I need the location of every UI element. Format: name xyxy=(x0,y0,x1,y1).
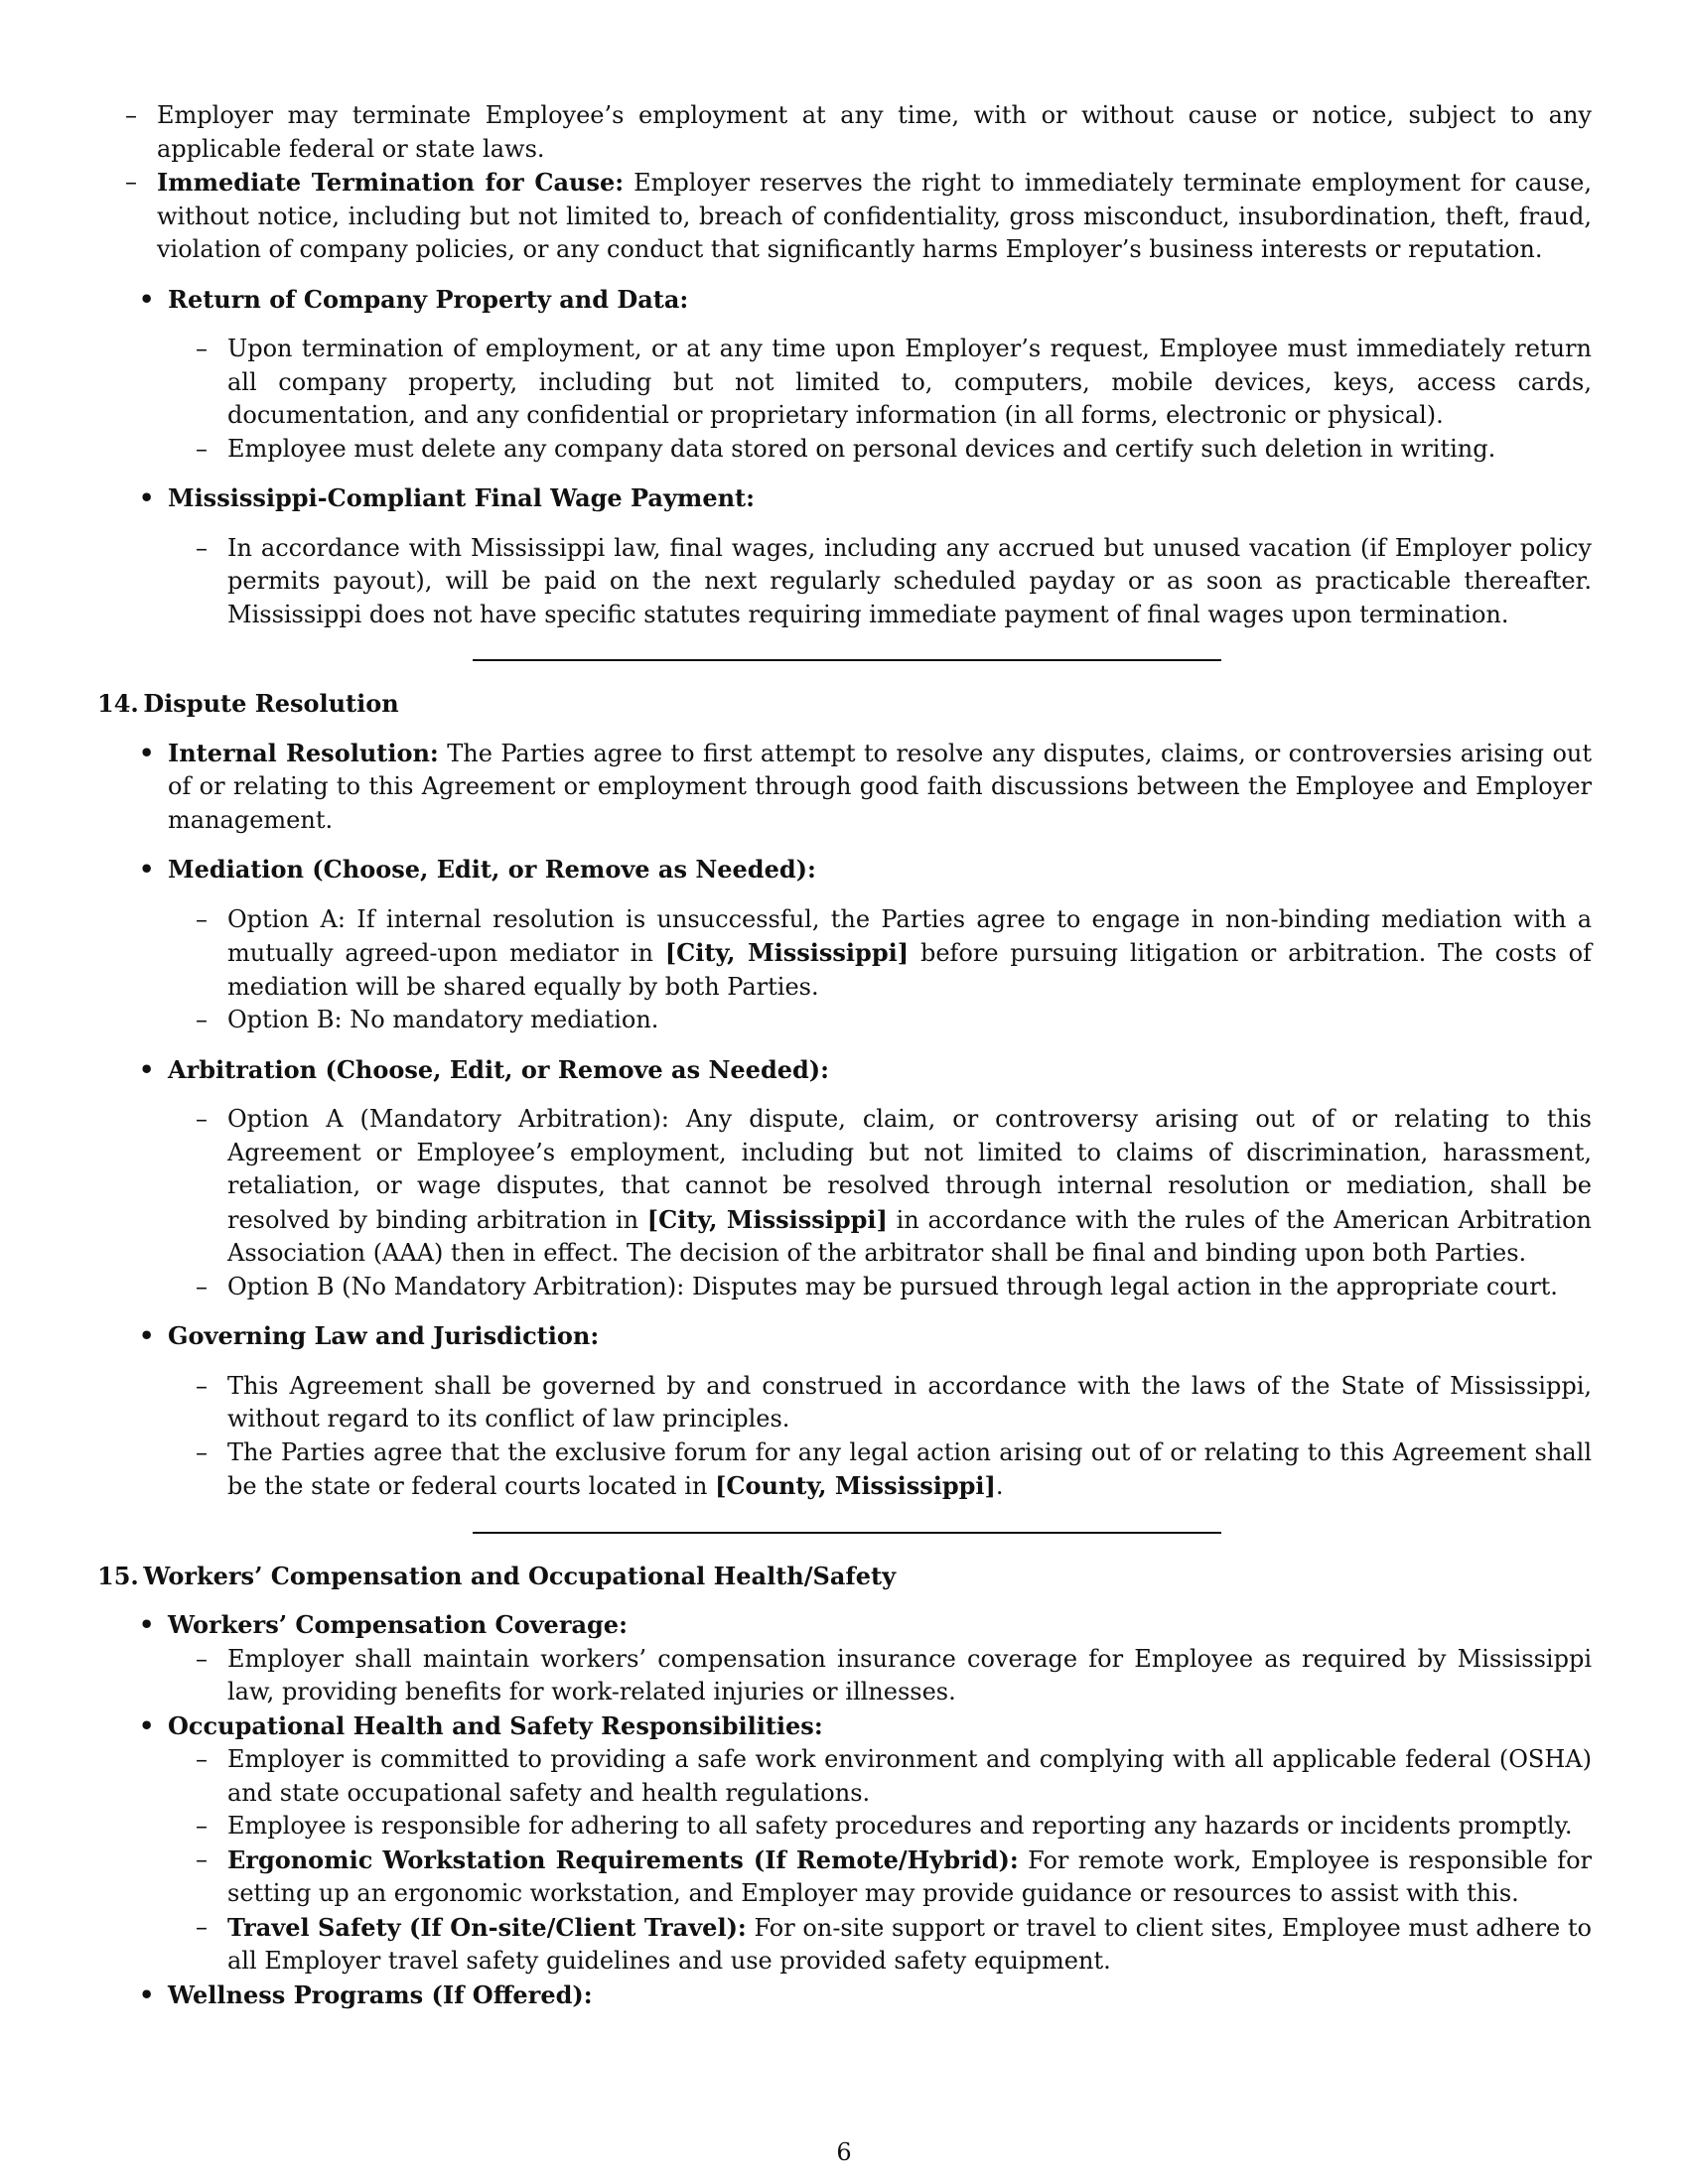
immediate-termination-text: Employer reserves the right to immediately terminate employment for cause, without notice, including but not limited to, breach of confidentiality, gross misconduct, insubordination, theft, fraud, violation of company policies, or any conduct that significantly harms Employer’s business interests or reputation. xyxy=(157,169,1593,263)
return-property-lead: Return of Company Property and Data: xyxy=(168,284,689,314)
list-item xyxy=(168,433,1592,467)
workers-comp-items xyxy=(168,1643,1592,1709)
arbitration-items xyxy=(168,1103,1592,1303)
bullet-marker: • xyxy=(139,738,155,767)
list-item xyxy=(168,1370,1592,1436)
mediation-lead: Mediation (Choose, Edit, or Remove as Needed): xyxy=(168,855,816,884)
final-wage-lead: Mississippi-Compliant Final Wage Payment: xyxy=(168,483,755,512)
bullet-marker: • xyxy=(139,1054,155,1084)
list-item xyxy=(168,532,1592,632)
dash-marker: – xyxy=(196,1812,208,1840)
section-15-number: 15. xyxy=(97,1561,139,1590)
return-property-item-2: Employee must delete any company data stored on personal devices and certify such deletion in writing. xyxy=(227,434,1496,463)
section-14-list xyxy=(97,737,1592,1504)
section-15-list xyxy=(97,1608,1592,2012)
termination-at-will-text: Employer may terminate Employee’s employment at any time, with or without cause or notice, subject to any applicable federal or state laws. xyxy=(157,101,1592,163)
mediation-option-a-pre: Option A: If internal resolution is unsuccessful, the Parties agree to engage in non-binding mediation with a mutually agreed-upon mediator in xyxy=(227,904,1592,967)
return-property-item-1: Upon termination of employment, or at any time upon Employer’s request, Employee must immediately return all company property, including but not limited to, computers, mobile devices, keys, access cards, documentation, and any confidential or proprietary information (in all forms, electronic or physical). xyxy=(227,335,1592,429)
dash-marker: – xyxy=(196,1644,208,1673)
termination-items xyxy=(97,99,1592,267)
mediation-option-a-place: [City, Mississippi] xyxy=(664,938,910,967)
list-item xyxy=(168,1436,1592,1504)
arbitration-option-a-pre: Option A (Mandatory Arbitration): Any dispute, claim, or controversy arising out of or relating to this Agreement or Employee’s employment, including but not limited to claims of discrimination, harassment, retaliation, or wage disputes, that cannot be resolved through internal resolution or mediation, shall be resolved by binding arbitration in xyxy=(227,1105,1592,1234)
final-wage-item-1: In accordance with Mississippi law, final wages, including any accrued but unused vacation (if Employer policy permits payout), will be paid on the next regularly scheduled payday or as soon as practicable thereafter. Mississippi does not have specific statutes requiring immediate payment of final wages upon termination. xyxy=(227,533,1592,628)
governing-law-item-2-post: . xyxy=(995,1472,1004,1500)
mediation-items xyxy=(168,903,1592,1037)
dash-marker: – xyxy=(196,434,208,463)
bullet-marker: • xyxy=(139,855,155,884)
bullet-marker: • xyxy=(139,1321,155,1350)
dash-marker: – xyxy=(125,168,137,196)
arbitration-option-b: Option B (No Mandatory Arbitration): Disputes may be pursued through legal action in the appropriate court. xyxy=(227,1272,1558,1300)
governing-law-item-2-pre: The Parties agree that the exclusive forum for any legal action arising out of or relating to this Agreement shall be the state or federal courts located in xyxy=(227,1437,1592,1500)
dash-marker: – xyxy=(196,1006,208,1033)
workers-comp-lead: Workers’ Compensation Coverage: xyxy=(168,1610,628,1639)
final-wage-items xyxy=(168,532,1592,632)
list-item xyxy=(168,1843,1592,1911)
list-item xyxy=(168,1911,1592,1979)
list-item xyxy=(97,737,1592,838)
list-item xyxy=(97,1979,1592,2013)
arbitration-option-a-place: [City, Mississippi] xyxy=(646,1204,888,1234)
bullet-marker: • xyxy=(139,483,155,512)
governing-law-items xyxy=(168,1370,1592,1504)
list-item xyxy=(168,1103,1592,1271)
dash-marker: – xyxy=(196,1745,208,1773)
section-divider xyxy=(473,1532,1221,1534)
termination-bullets xyxy=(97,283,1592,632)
section-15-title: Workers’ Compensation and Occupational Health/Safety xyxy=(143,1561,897,1590)
governing-law-lead: Governing Law and Jurisdiction: xyxy=(168,1321,600,1350)
dash-marker: – xyxy=(196,1437,208,1466)
section-14-heading xyxy=(97,687,1592,721)
ergonomic-lead: Ergonomic Workstation Requirements (If Remote/Hybrid): xyxy=(227,1844,1019,1874)
list-item xyxy=(97,283,1592,467)
page-content xyxy=(97,99,1592,2012)
ohs-item-2: Employee is responsible for adhering to all safety procedures and reporting any hazards or incidents promptly. xyxy=(227,1812,1573,1840)
dash-marker: – xyxy=(125,101,137,129)
travel-safety-text: For on-site support or travel to client sites, Employee must adhere to all Employer travel safety guidelines and use provided safety equipment. xyxy=(227,1913,1592,1975)
ohs-items xyxy=(168,1743,1592,1979)
dash-marker: – xyxy=(196,1371,208,1400)
bullet-marker: • xyxy=(139,1610,155,1639)
section-divider xyxy=(473,659,1221,661)
list-item xyxy=(168,1643,1592,1709)
section-14-number: 14. xyxy=(97,689,139,718)
list-item xyxy=(168,1004,1592,1037)
dash-marker: – xyxy=(196,1912,208,1941)
list-item xyxy=(97,99,1592,166)
list-item xyxy=(168,1810,1592,1843)
list-item xyxy=(97,481,1592,631)
mediation-option-b: Option B: No mandatory mediation. xyxy=(227,1006,659,1033)
list-item xyxy=(168,1271,1592,1304)
list-item xyxy=(168,1743,1592,1810)
dash-marker: – xyxy=(196,335,208,362)
ohs-lead: Occupational Health and Safety Responsibilities: xyxy=(168,1710,823,1740)
list-item xyxy=(168,903,1592,1005)
list-item xyxy=(97,1709,1592,1979)
arbitration-option-a-post: in accordance with the rules of the American Arbitration Association (AAA) then in effect. The decision of the arbitrator shall be final and binding upon both Parties. xyxy=(227,1205,1592,1267)
list-item xyxy=(97,1608,1592,1709)
immediate-termination-lead: Immediate Termination for Cause: xyxy=(157,168,625,197)
bullet-marker: • xyxy=(139,1710,155,1740)
dash-marker: – xyxy=(196,1105,208,1133)
return-property-items xyxy=(168,333,1592,466)
dash-marker: – xyxy=(196,1844,208,1873)
workers-comp-item-1: Employer shall maintain workers’ compensation insurance coverage for Employee as required by Mississippi law, providing benefits for work-related injuries or illnesses. xyxy=(227,1644,1592,1706)
ergonomic-text: For remote work, Employee is responsible for setting up an ergonomic workstation, and Employer may provide guidance or resources to assist with this. xyxy=(227,1845,1592,1907)
governing-law-item-1: This Agreement shall be governed by and construed in accordance with the laws of the State of Mississippi, without regard to its conflict of law principles. xyxy=(227,1371,1592,1433)
list-item xyxy=(168,333,1592,433)
ohs-item-1: Employer is committed to providing a safe work environment and complying with all applicable federal (OSHA) and state occupational safety and health regulations. xyxy=(227,1745,1592,1807)
internal-resolution-text: The Parties agree to first attempt to resolve any disputes, claims, or controversies arising out of or relating to this Agreement or employment through good faith discussions between the Employee and Employer management. xyxy=(168,739,1593,834)
bullet-marker: • xyxy=(139,1979,155,2009)
travel-safety-lead: Travel Safety (If On-site/Client Travel): xyxy=(227,1912,747,1942)
list-item xyxy=(97,853,1592,1037)
dash-marker: – xyxy=(196,904,208,933)
internal-resolution-lead: Internal Resolution: xyxy=(168,738,439,767)
dash-marker: – xyxy=(196,533,208,562)
mediation-option-a-post: before pursuing litigation or arbitration. The costs of mediation will be shared equally by both Parties. xyxy=(227,939,1593,1001)
section-14-title: Dispute Resolution xyxy=(143,689,399,718)
section-15-heading xyxy=(97,1560,1592,1593)
list-item xyxy=(97,166,1592,267)
page-number: 6 xyxy=(836,2138,852,2166)
list-item xyxy=(97,1053,1592,1304)
dash-marker: – xyxy=(196,1272,208,1300)
bullet-marker: • xyxy=(139,284,155,314)
wellness-lead: Wellness Programs (If Offered): xyxy=(168,1979,593,2009)
list-item xyxy=(97,1319,1592,1504)
governing-law-item-2-place: [County, Mississippi] xyxy=(715,1471,996,1500)
arbitration-lead: Arbitration (Choose, Edit, or Remove as Needed): xyxy=(168,1054,829,1084)
